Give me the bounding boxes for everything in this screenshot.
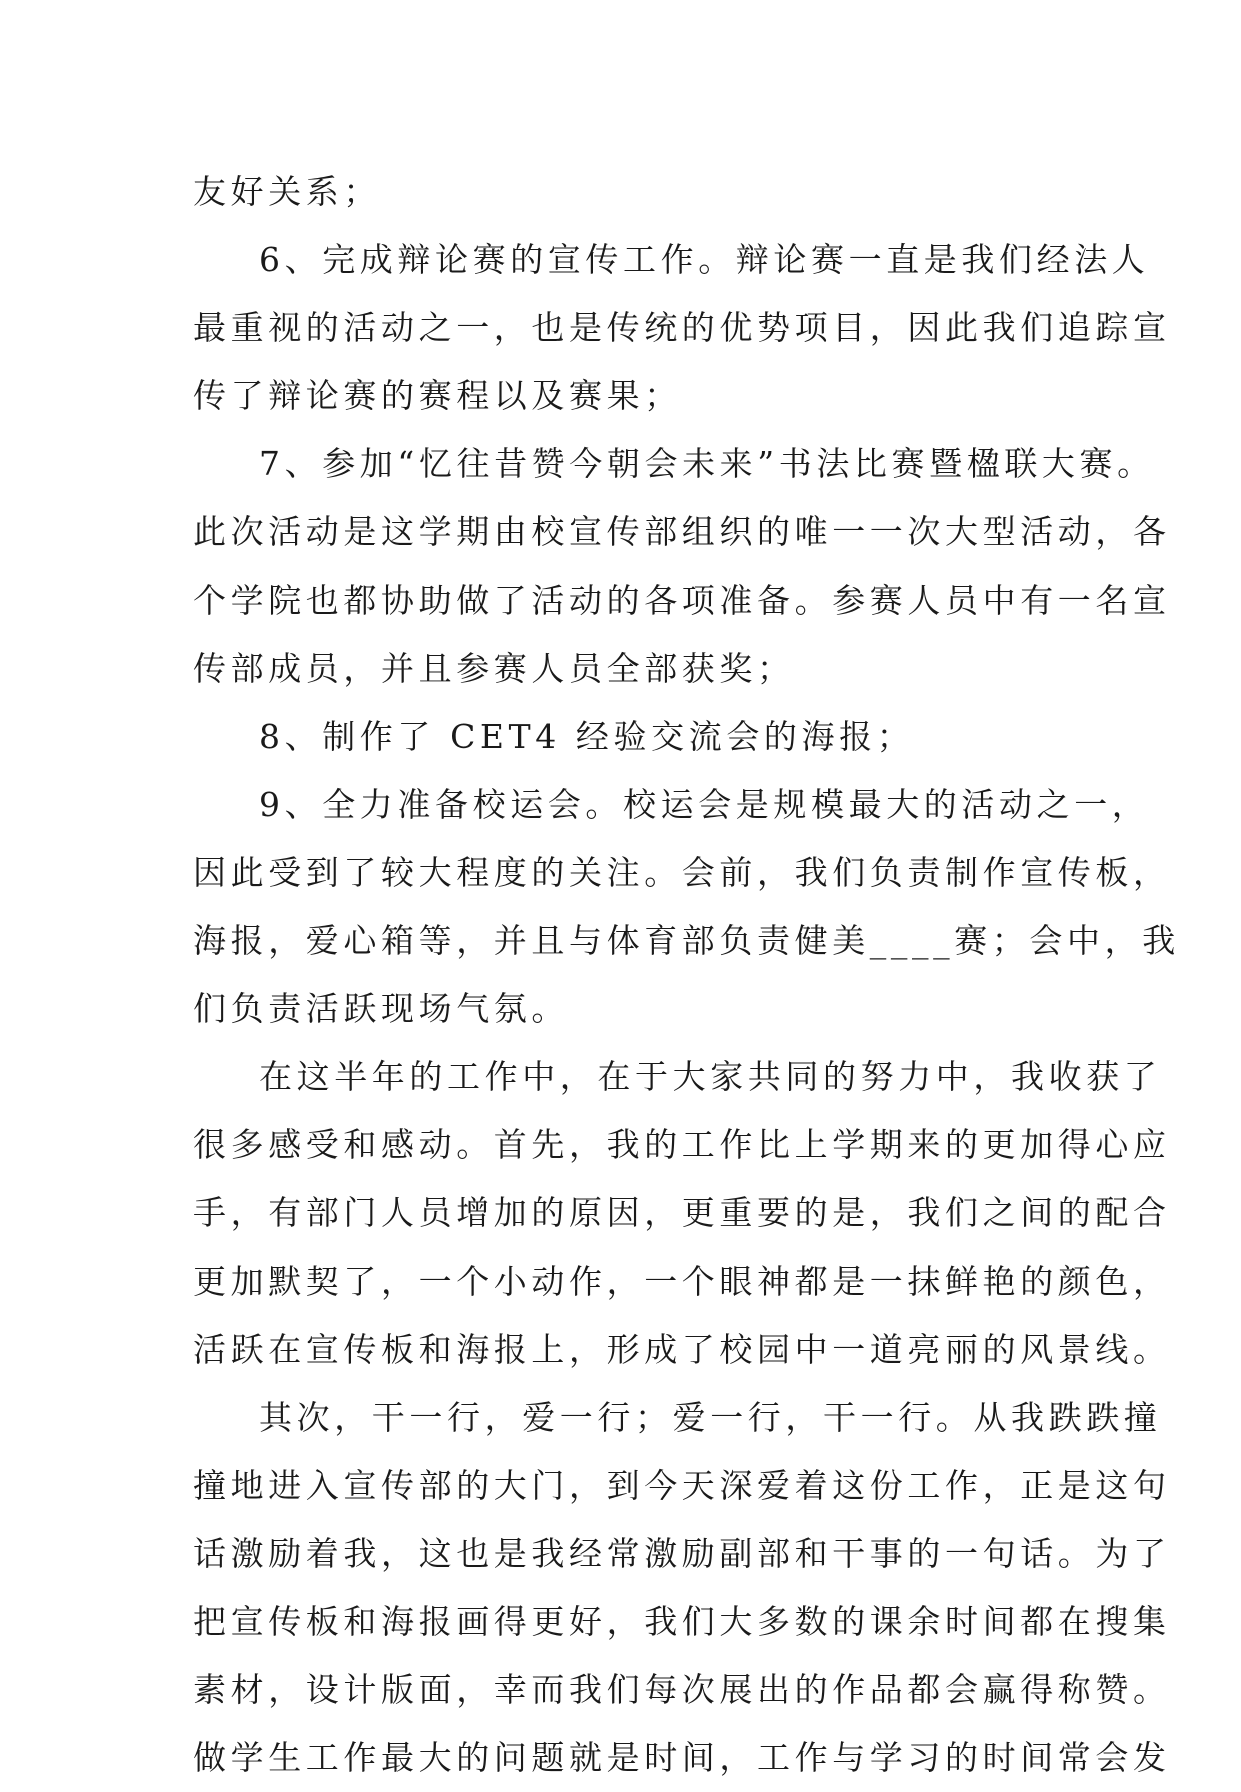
text-line: 其次，干一行，爱一行；爱一行，干一行。从我跌跌撞 [259, 1397, 1162, 1437]
text-line: 个学院也都协助做了活动的各项准备。参赛人员中有一名宣 [193, 580, 1171, 620]
text-line: 最重视的活动之一，也是传统的优势项目，因此我们追踪宣 [193, 308, 1171, 348]
text-line: 友好关系； [193, 172, 381, 211]
text-line: 海报，爱心箱等，并且与体育部负责健美____赛；会中，我 [193, 921, 1180, 961]
text-line: 6、完成辩论赛的宣传工作。辩论赛一直是我们经法人 [259, 240, 1150, 280]
text-line: 素材，设计版面，幸而我们每次展出的作品都会赢得称赞。 [193, 1670, 1171, 1710]
text-line: 话激励着我，这也是我经常激励副部和干事的一句话。为了 [193, 1533, 1171, 1573]
text-line: 做学生工作最大的问题就是时间，工作与学习的时间常会发 [193, 1738, 1171, 1778]
text-line: 此次活动是这学期由校宣传部组织的唯一一次大型活动，各 [193, 512, 1171, 552]
text-line: 传了辩论赛的赛程以及赛果； [193, 376, 682, 416]
text-line: 因此受到了较大程度的关注。会前，我们负责制作宣传板， [193, 852, 1171, 892]
text-line: 7、参加“忆往昔赞今朝会未来”书法比赛暨楹联大赛。 [259, 444, 1155, 484]
text-line: 传部成员，并且参赛人员全部获奖； [193, 648, 795, 688]
text-line: 活跃在宣传板和海报上，形成了校园中一道亮丽的风景线。 [193, 1329, 1171, 1369]
text-line: 8、制作了 CET4 经验交流会的海报； [259, 716, 915, 756]
document-body [193, 158, 1180, 1792]
text-line: 9、全力准备校运会。校运会是规模最大的活动之一， [259, 784, 1150, 824]
text-line: 把宣传板和海报画得更好，我们大多数的课余时间都在搜集 [193, 1601, 1171, 1641]
text-line: 手，有部门人员增加的原因，更重要的是，我们之间的配合 [193, 1193, 1171, 1233]
text-line: 撞地进入宣传部的大门，到今天深爱着这份工作，正是这句 [193, 1465, 1171, 1505]
text-line: 在这半年的工作中，在于大家共同的努力中，我收获了 [259, 1057, 1162, 1097]
text-line: 更加默契了，一个小动作，一个眼神都是一抹鲜艳的颜色， [193, 1261, 1171, 1301]
text-line: 很多感受和感动。首先，我的工作比上学期来的更加得心应 [193, 1125, 1171, 1165]
text-line: 们负责活跃现场气氛。 [193, 989, 569, 1029]
